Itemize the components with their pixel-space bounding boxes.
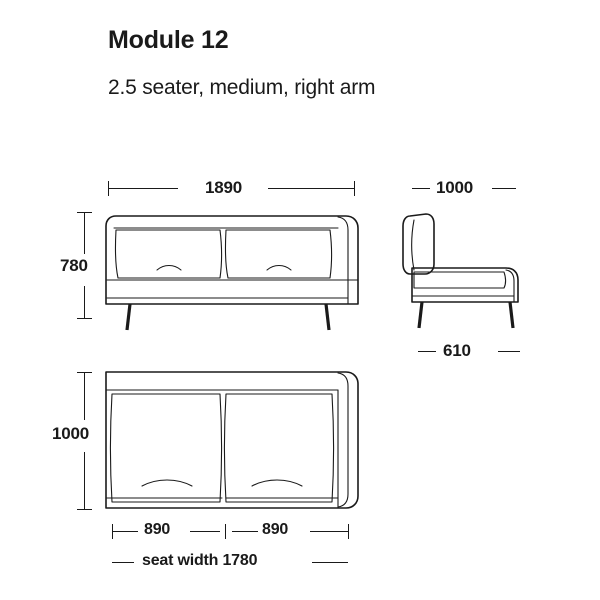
plan-seat-left-rule-a xyxy=(112,531,138,532)
front-width-label: 1890 xyxy=(205,178,243,197)
front-elevation-drawing xyxy=(102,208,392,338)
plan-depth-rule-top xyxy=(84,372,85,420)
page-subtitle: 2.5 seater, medium, right arm xyxy=(108,76,376,99)
plan-seat-right-label: 890 xyxy=(262,521,289,538)
plan-seat-right-rule-b xyxy=(310,531,348,532)
plan-seat-right-rule-a xyxy=(232,531,258,532)
plan-seat-width-rule-right xyxy=(312,562,348,563)
side-width-label: 1000 xyxy=(436,178,474,197)
side-width-rule-left xyxy=(412,188,430,189)
plan-seat-left-rule-b xyxy=(190,531,220,532)
side-elevation-drawing xyxy=(400,212,530,332)
side-depth-label: 610 xyxy=(443,341,471,360)
side-width-rule-right xyxy=(492,188,516,189)
front-width-rule-left xyxy=(108,188,178,189)
plan-depth-tick-top xyxy=(77,372,92,373)
side-depth-rule-right xyxy=(498,351,520,352)
plan-seat-width-label: seat width 1780 xyxy=(142,552,258,569)
front-width-tick-left xyxy=(108,181,109,196)
plan-seat-tick-right xyxy=(348,524,349,539)
plan-depth-tick-bottom xyxy=(77,509,92,510)
front-height-tick-top xyxy=(77,212,92,213)
page-title: Module 12 xyxy=(108,26,229,54)
front-height-tick-bottom xyxy=(77,318,92,319)
side-depth-rule-left xyxy=(418,351,436,352)
plan-seat-width-rule-left xyxy=(112,562,134,563)
plan-depth-rule-bottom xyxy=(84,452,85,510)
plan-seat-left-label: 890 xyxy=(144,521,171,538)
plan-depth-label: 1000 xyxy=(52,424,90,443)
front-width-rule-right xyxy=(268,188,354,189)
front-height-rule-bottom xyxy=(84,286,85,319)
plan-view-drawing xyxy=(102,368,392,513)
front-width-tick-right xyxy=(354,181,355,196)
front-height-rule-top xyxy=(84,212,85,254)
plan-seat-tick-left xyxy=(112,524,113,539)
plan-seat-tick-mid xyxy=(225,524,226,539)
front-height-label: 780 xyxy=(60,256,88,275)
